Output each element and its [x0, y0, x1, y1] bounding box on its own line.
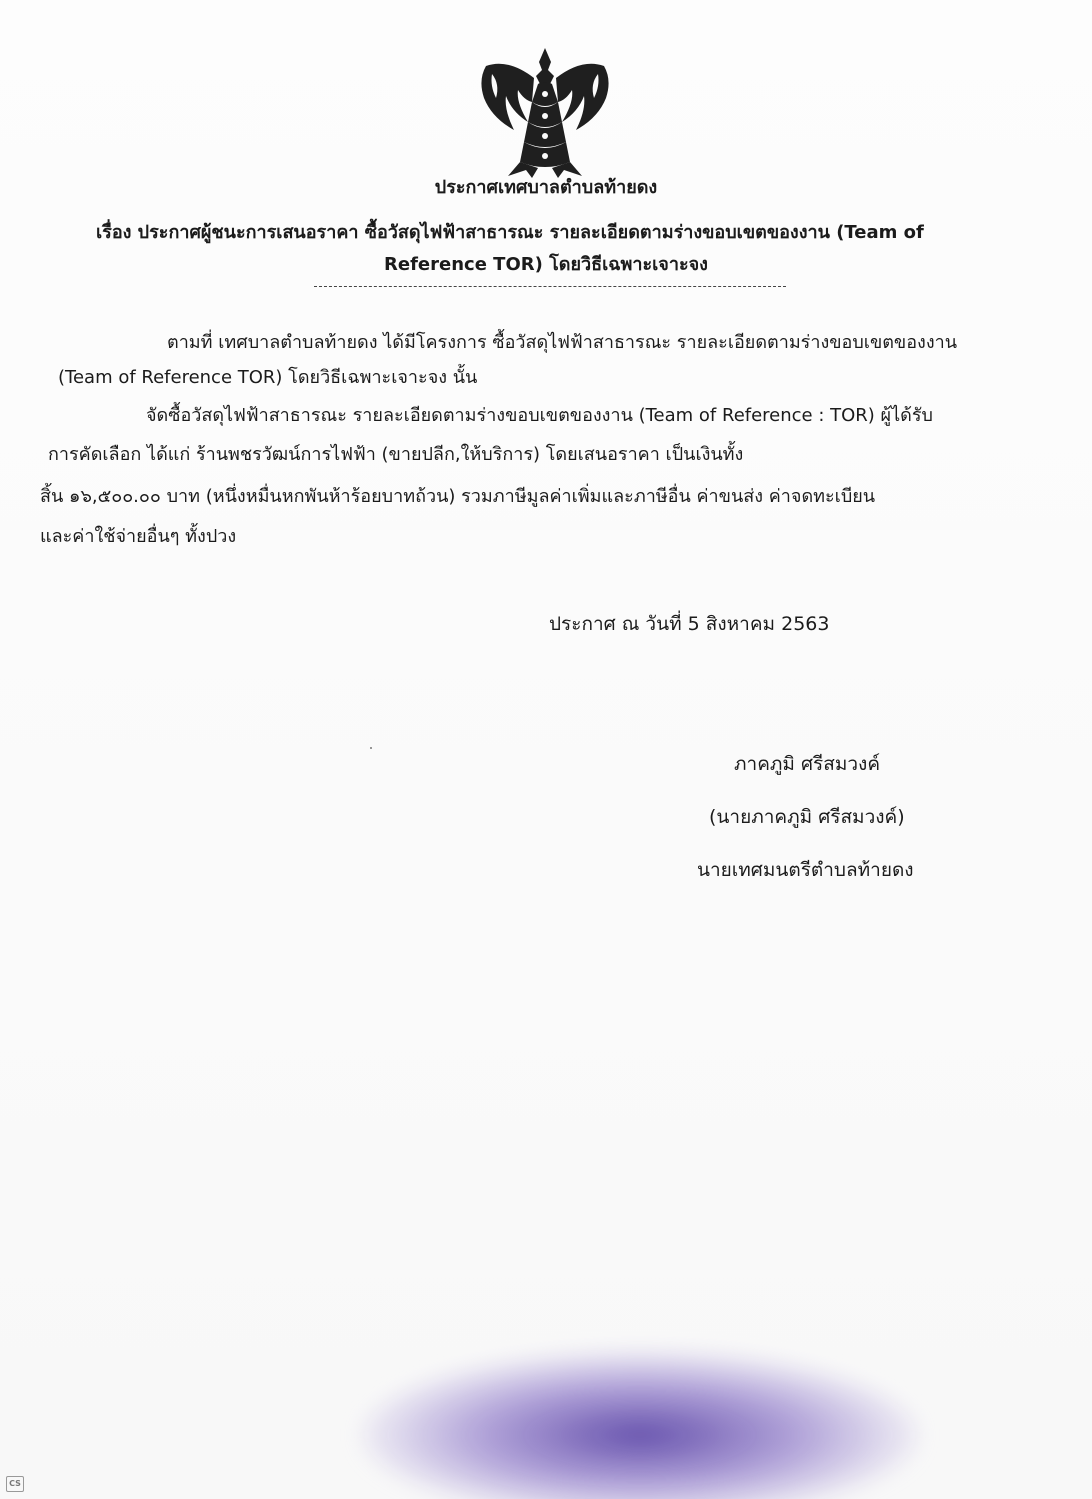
- document-title: ประกาศเทศบาลตำบลท้ายดง: [434, 177, 658, 198]
- garuda-emblem-icon: [470, 40, 620, 180]
- paragraph-line-6: และค่าใช้จ่ายอื่นๆ ทั้งปวง: [40, 526, 237, 547]
- paragraph-line-2: (Team of Reference TOR) โดยวิธีเฉพาะเจาะจง นั้น: [58, 367, 478, 388]
- ink-smudge: [360, 1350, 920, 1499]
- signature-name: ภาคภูมิ ศรีสมวงค์: [734, 753, 881, 775]
- paragraph-line-1: ตามที่ เทศบาลตำบลท้ายดง ได้มีโครงการ ซื้อวัสดุไฟฟ้าสาธารณะ รายละเอียดตามร่างขอบเขตของงาน: [167, 332, 958, 353]
- subject-line-2: Reference TOR) โดยวิธีเฉพาะเจาะจง: [384, 254, 708, 275]
- announcement-date: ประกาศ ณ วันที่ 5 สิงหาคม 2563: [549, 613, 830, 635]
- paragraph-line-3: จัดซื้อวัสดุไฟฟ้าสาธารณะ รายละเอียดตามร่างขอบเขตของงาน (Team of Reference : TOR) ผู้ได้รับ: [146, 405, 933, 426]
- scan-dot: [370, 747, 372, 749]
- signature-position: นายเทศมนตรีตำบลท้ายดง: [697, 859, 914, 881]
- signature-full-name: (นายภาคภูมิ ศรีสมวงค์): [709, 806, 905, 828]
- paragraph-line-4: การคัดเลือก ได้แก่ ร้านพชรวัฒน์การไฟฟ้า (ขายปลีก,ให้บริการ) โดยเสนอราคา เป็นเงินทั้ง: [48, 444, 744, 465]
- subject-line-1: เรื่อง ประกาศผู้ชนะการเสนอราคา ซื้อวัสดุไฟฟ้าสาธารณะ รายละเอียดตามร่างขอบเขตของงาน (Team of: [96, 222, 924, 243]
- scanner-logo-icon: CS: [6, 1476, 24, 1492]
- paragraph-line-5: สิ้น ๑๖,๕๐๐.๐๐ บาท (หนึ่งหมื่นหกพันห้าร้อยบาทถ้วน) รวมภาษีมูลค่าเพิ่มและภาษีอื่น ค่าขนส่ง ค่าจดทะเบียน: [40, 486, 876, 507]
- section-divider: [314, 286, 786, 287]
